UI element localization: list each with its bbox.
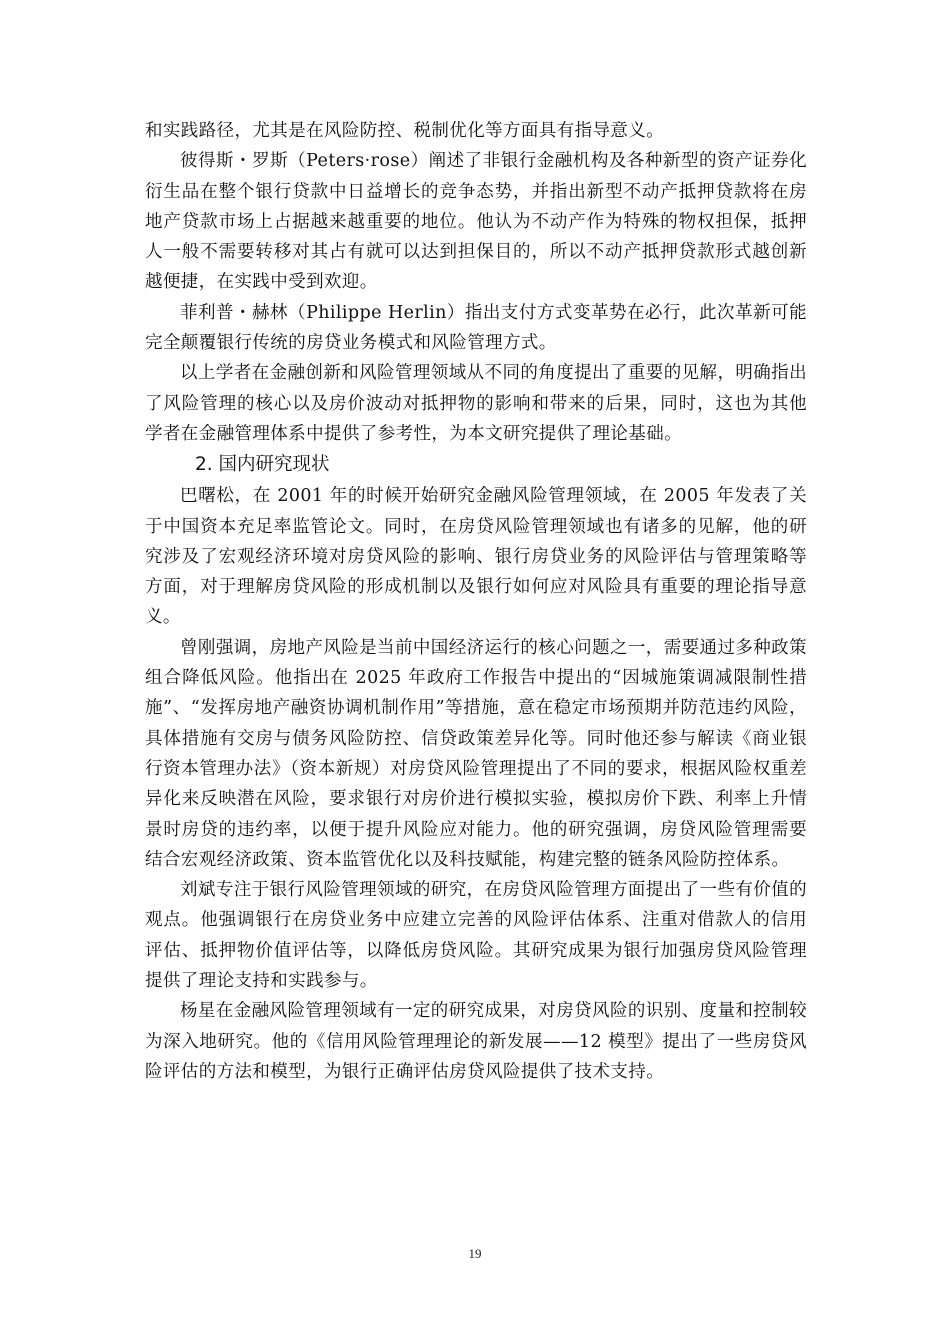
paragraph-peters-rose: 彼得斯・罗斯（Peters·rose）阐述了非银行金融机构及各种新型的资产证券化衍生品在整个银行贷款中日益增长的竞争态势，并指出新型不动产抵押贷款将在房地产贷款市场上占据越来越重要的地位。他认为不动产作为特殊的物权担保，抵押人一般不需要转移对其占有就可以达到担保目的，所以不动产抵押贷款形式越创新越便捷，在实践中受到欢迎。 bbox=[145, 151, 807, 293]
page-number: 19 bbox=[468, 1246, 482, 1261]
page-body bbox=[145, 116, 807, 1087]
paragraph-international-summary: 以上学者在金融创新和风险管理领域从不同的角度提出了重要的见解，明确指出了风险管理的核心以及房价波动对抵押物的影响和带来的后果，同时，这也为其他学者在金融管理体系中提供了参考性，为本文研究提供了理论基础。 bbox=[145, 363, 807, 444]
paragraph-zeng-gang: 曾刚强调，房地产风险是当前中国经济运行的核心问题之一，需要通过多种政策组合降低风险。他指出在 2025 年政府工作报告中提出的“因城施策调减限制性措施”、“发挥房地产融资协调机制作用”等措施，意在稳定市场预期并防范违约风险，具体措施有交房与债务风险防控、信贷政策差异化等。同时他还参与解读《商业银行资本管理办法》（资本新规）对房贷风险管理提出了不同的要求，根据风险权重差异化来反映潜在风险，要求银行对房价进行模拟实验，模拟房价下跌、利率上升情景时房贷的违约率，以便于提升风险应对能力。他的研究强调，房贷风险管理需要结合宏观经济政策、资本监管优化以及科技赋能，构建完整的链条风险防控体系。 bbox=[145, 637, 807, 870]
section-heading: 2. 国内研究现状 bbox=[195, 454, 330, 476]
paragraph-philippe-herlin: 菲利普・赫林（Philippe Herlin）指出支付方式变革势在必行，此次革新可能完全颠覆银行传统的房贷业务模式和风险管理方式。 bbox=[145, 302, 807, 354]
paragraph-ba-shusong: 巴曙松，在 2001 年的时候开始研究金融风险管理领域，在 2005 年发表了关于中国资本充足率监管论文。同时，在房贷风险管理领域也有诸多的见解，他的研究涉及了宏观经济环境对房贷风险的影响、银行房贷业务的风险评估与管理策略等方面，对于理解房贷风险的形成机制以及银行如何应对风险具有重要的理论指导意义。 bbox=[145, 486, 807, 628]
paragraph-continuation: 和实践路径，尤其是在风险防控、税制优化等方面具有指导意义。 bbox=[145, 121, 665, 141]
paragraph-yang-xing: 杨星在金融风险管理领域有一定的研究成果，对房贷风险的识别、度量和控制较为深入地研究。他的《信用风险管理理论的新发展——12 模型》提出了一些房贷风险评估的方法和模型，为银行正确评估房贷风险提供了技术支持。 bbox=[145, 1001, 807, 1082]
paragraph-liu-bin: 刘斌专注于银行风险管理领域的研究，在房贷风险管理方面提出了一些有价值的观点。他强调银行在房贷业务中应建立完善的风险评估体系、注重对借款人的信用评估、抵押物价值评估等，以降低房贷风险。其研究成果为银行加强房贷风险管理提供了理论支持和实践参与。 bbox=[145, 880, 807, 992]
